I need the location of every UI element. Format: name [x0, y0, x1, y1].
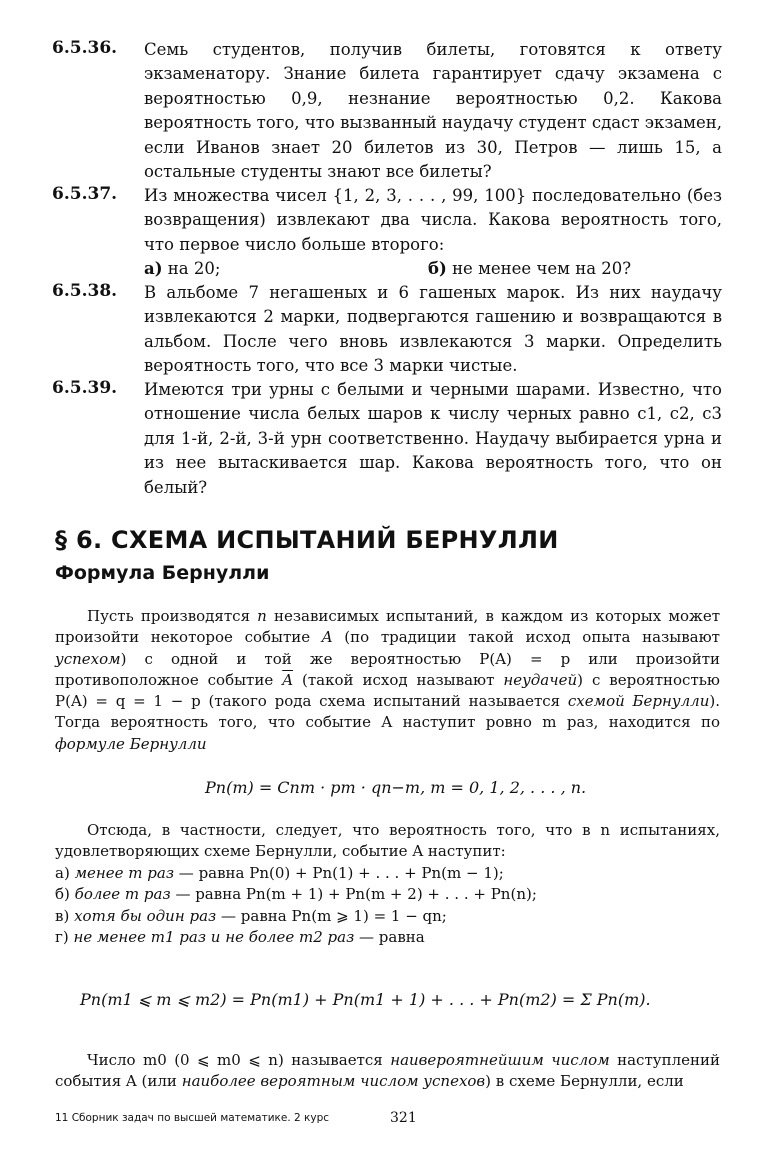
- text-run: (по традиции такой исход опыта называют: [344, 628, 720, 647]
- term-success: успехом: [55, 649, 121, 668]
- range-sum-formula: Pn(m1 ⩽ m ⩽ m2) = Pn(m1) + Pn(m1 + 1) + . . . + Pn(m2) = Σ Pn(m).: [80, 990, 651, 1009]
- list-label: а): [55, 864, 70, 882]
- option-b: не менее чем на 20?: [452, 259, 632, 279]
- text-run: ) в схеме Бернулли, если: [485, 1072, 684, 1091]
- answer-options: [144, 257, 722, 281]
- problem-number: 6.5.36.: [52, 38, 118, 58]
- consequence-list: [55, 863, 720, 948]
- list-emphasis: хотя бы один раз: [74, 906, 217, 925]
- text-run: Число m0 (0 ⩽ m0 ⩽ n) называется: [87, 1051, 383, 1069]
- text-run: Пусть производятся: [87, 607, 251, 625]
- problem-6-5-37: [52, 184, 722, 282]
- text-run: Отсюда, в частности, следует, что вероятность того, что в n испытаниях, удовлетворяющих схеме Бернулли, событие A наступит:: [55, 821, 720, 861]
- text-run: (такой исход называют: [302, 670, 495, 689]
- text-run: наступлений события A (или: [55, 1051, 720, 1091]
- consequence-paragraph: [55, 820, 720, 863]
- text-run: ) с одной и той же вероятностью P(A) = p или произойти противоположное событие: [55, 649, 720, 689]
- term-failure: неудачей: [503, 670, 578, 689]
- problem-text: В альбоме 7 негашеных и 6 гашеных марок. Из них наудачу извлекаются 2 марки, подвергаются гашению и возвращаются в альбом. После чего вновь извлекаются 3 марки. Определить вероятность того, что все 3 марки чистые.: [144, 283, 722, 376]
- section-title: § 6. СХЕМА ИСПЫТАНИЙ БЕРНУЛЛИ: [55, 526, 559, 554]
- list-text: — равна Pn(0) + Pn(1) + . . . + Pn(m − 1);: [178, 864, 504, 882]
- list-item: [55, 927, 720, 948]
- list-item: [55, 863, 720, 884]
- intro-paragraph: Пусть производятся n независимых испытаний, в каждом из которых может произойти некоторое событие A (по традиции такой исход опыта называют успехом) с одной и той же вероятностью P(A) = p или произойти противоположное событие $\overline{A}$ (такой исход называют неудачей) с вероятностью P(A) = q = 1 − p (такого рода схема испытаний называется схемой Бернулли). Тогда вероятность того, что событие A наступит ровно m раз, находится по формуле Бернулли: [55, 607, 720, 753]
- footer-book-title: 11 Сборник задач по высшей математике. 2 курс: [55, 1112, 330, 1124]
- page-number: 321: [390, 1110, 417, 1126]
- bernoulli-formula: Pn(m) = Cnm · pm · qn−m, m = 0, 1, 2, . . . , n.: [205, 778, 587, 797]
- list-label: в): [55, 906, 70, 925]
- problem-text: Из множества чисел {1, 2, 3, . . . , 99, 100} последовательно (без возвращения) извлекают два числа. Какова вероятность того, что первое число больше второго:: [144, 186, 722, 254]
- term-most-probable-number: наивероятнейшим числом: [390, 1051, 610, 1069]
- section-subtitle: Формула Бернулли: [55, 562, 270, 584]
- list-label: б): [55, 885, 70, 904]
- list-text: — равна Pn(m + 1) + Pn(m + 2) + . . . + Pn(n);: [175, 885, 537, 904]
- option-a: на 20;: [167, 259, 221, 279]
- term-most-probable-successes: наиболее вероятным числом успехов: [181, 1072, 486, 1091]
- option-b-label: б): [428, 259, 447, 279]
- list-item: [55, 906, 720, 927]
- problem-6-5-38: [52, 281, 722, 379]
- list-emphasis: не менее m1 раз и не более m2 раз: [73, 927, 355, 946]
- problem-6-5-39: [52, 378, 722, 500]
- term-bernoulli-formula: формуле Бернулли: [55, 734, 207, 753]
- problem-number: 6.5.38.: [52, 281, 118, 301]
- list-item: [55, 884, 720, 905]
- list-emphasis: менее m раз: [74, 864, 175, 882]
- most-probable-paragraph: [55, 1050, 720, 1093]
- text-run: ) с вероятностью P(A) = q = 1 − p (такого рода схема испытаний называется: [55, 670, 720, 711]
- option-a-label: а): [144, 259, 163, 279]
- problem-6-5-36: [52, 38, 722, 184]
- list-emphasis: более m раз: [74, 885, 171, 904]
- term-bernoulli-scheme: схемой Бернулли: [567, 692, 710, 711]
- problem-number: 6.5.37.: [52, 184, 118, 204]
- problem-number: 6.5.39.: [52, 378, 118, 398]
- list-label: г): [55, 927, 69, 946]
- text-run: независимых испытаний, в каждом из которых может произойти некоторое событие: [55, 607, 720, 647]
- problem-text: Имеются три урны с белыми и черными шарами. Известно, что отношение числа белых шаров к числу черных равно c1, c2, c3 для 1-й, 2-й, 3-й урн соответственно. Наудачу выбирается урна и из нее вытаскивается шар. Какова вероятность того, что он белый?: [144, 380, 722, 497]
- list-text: — равна: [359, 927, 425, 946]
- problem-text: Семь студентов, получив билеты, готовятся к ответу экзаменатору. Знание билета гарантирует сдачу экзамена с вероятностью 0,9, незнание вероятностью 0,2. Какова вероятность того, что вызванный наудачу студент сдаст экзамен, если Иванов знает 20 билетов из 30, Петров — лишь 15, а остальные студенты знают все билеты?: [144, 40, 722, 182]
- list-text: — равна Pn(m ⩾ 1) = 1 − qn;: [221, 906, 447, 925]
- text-run: ). Тогда вероятность того, что событие A наступит ровно m раз, находится по: [55, 692, 720, 732]
